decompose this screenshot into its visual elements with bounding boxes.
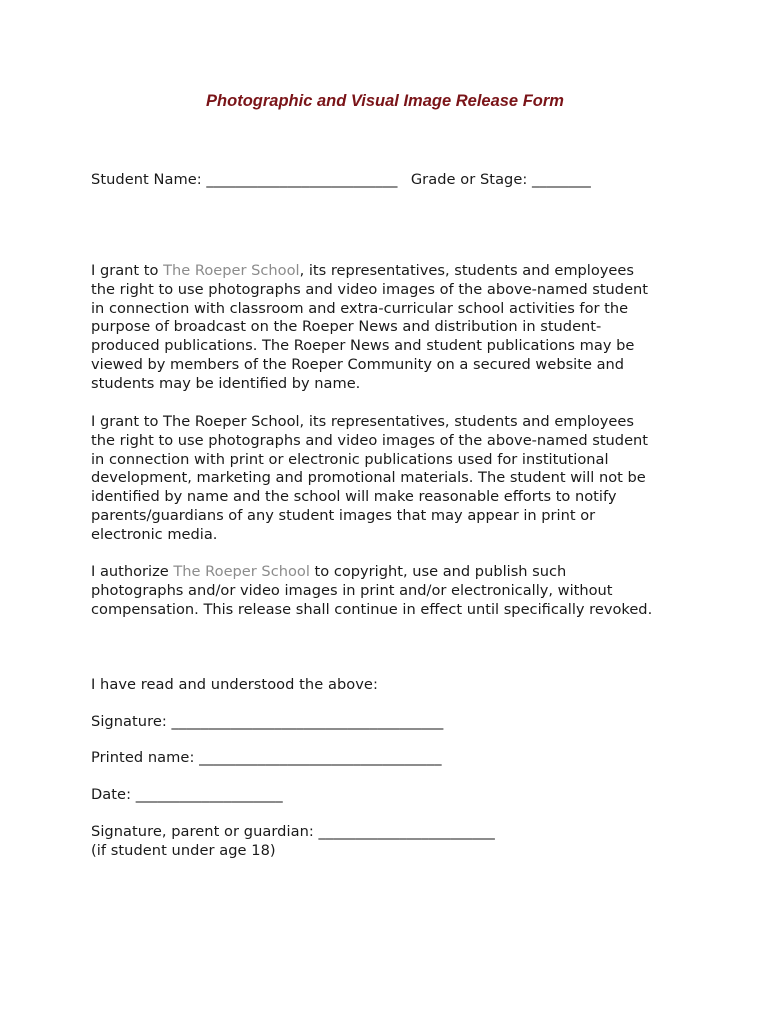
paragraph-line: purpose of broadcast on the Roeper News and distribution in student-	[91, 318, 602, 336]
paragraph-text: to copyright, use and publish such	[309, 563, 567, 580]
student-name-field[interactable]: Student Name: __________________________	[91, 171, 398, 188]
student-info-row	[91, 170, 591, 189]
printed-name-field[interactable]: Printed name: _________________________________	[91, 749, 442, 766]
paragraph-classroom-release	[91, 262, 691, 394]
paragraph-line: the right to use photographs and video images of the above-named student	[91, 280, 649, 298]
paragraph-line: I grant to The Roeper School, its representatives, students and employees	[91, 413, 634, 430]
parent-signature-field[interactable]: Signature, parent or guardian: ________________________	[91, 823, 495, 840]
paragraph-line	[91, 262, 691, 281]
paragraph-line	[91, 563, 691, 582]
paragraph-line: electronic media.	[91, 525, 218, 543]
form-title: Photographic and Visual Image Release Form	[206, 92, 564, 110]
paragraph-line: produced publications. The Roeper News and student publications may be	[91, 337, 635, 355]
signature-field[interactable]: Signature: _____________________________________	[91, 713, 444, 730]
paragraph-publication-release	[91, 413, 691, 545]
paragraph-text: I authorize	[91, 563, 174, 580]
school-name: The Roeper School	[173, 563, 310, 580]
paragraph-line: students may be identified by name.	[91, 374, 361, 392]
paragraph-text: I grant to	[91, 262, 164, 279]
paragraph-text: , its representatives, students and employees	[299, 262, 634, 279]
paragraph-line: the right to use photographs and video images of the above-named student	[91, 431, 649, 449]
parent-signature-note: (if student under age 18)	[91, 842, 276, 859]
paragraph-line: identified by name and the school will make reasonable efforts to notify	[91, 488, 617, 506]
paragraph-line: photographs and/or video images in print and/or electronically, without	[91, 581, 613, 599]
paragraph-line: parents/guardians of any student images that may appear in print or	[91, 506, 596, 524]
paragraph-line: in connection with classroom and extra-curricular school activities for the	[91, 299, 629, 317]
grade-field[interactable]: Grade or Stage: ________	[410, 171, 591, 188]
paragraph-line: compensation. This release shall continue in effect until specifically revoked.	[91, 600, 653, 618]
acknowledgement-text: I have read and understood the above:	[91, 676, 378, 693]
paragraph-copyright-authorization	[91, 563, 691, 619]
paragraph-line: in connection with print or electronic publications used for institutional	[91, 450, 609, 468]
paragraph-line: development, marketing and promotional materials. The student will not be	[91, 469, 646, 487]
paragraph-line: viewed by members of the Roeper Community on a secured website and	[91, 355, 625, 373]
date-field[interactable]: Date: ____________________	[91, 786, 283, 803]
school-name: The Roeper School	[163, 262, 300, 279]
